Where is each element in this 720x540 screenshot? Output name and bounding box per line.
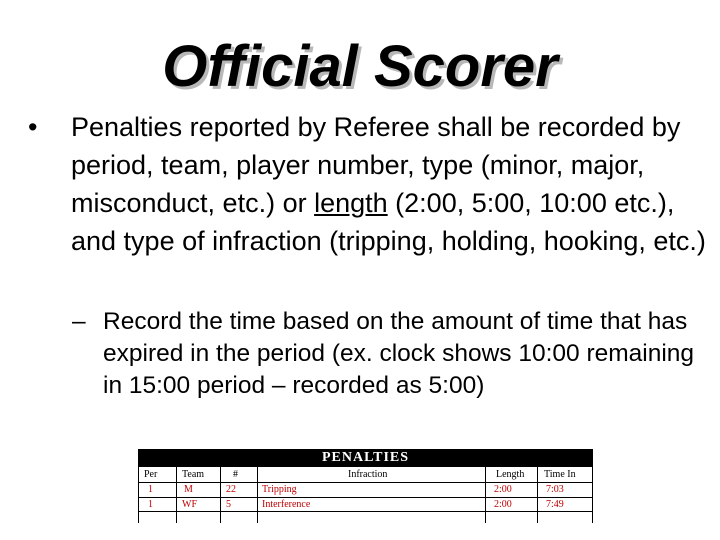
row1-length: 2:00 [494, 484, 512, 495]
col-header-time-in: Time In [544, 469, 576, 480]
sub-bullet-marker: – [72, 308, 86, 335]
table-rule-3 [138, 511, 593, 512]
sub-bullet-text: Record the time based on the amount of time that has expired in the period (ex. clock shows 10:00 remaining in 15:00 period – recorded as 5:00) [103, 308, 695, 399]
row1-period: 1 [148, 484, 153, 495]
bullet-text-after: (2:00, 5:00, 10:00 etc.), and type of infraction (tripping, holding, hooking, etc.) [71, 188, 706, 256]
col-header-number: # [233, 469, 238, 480]
table-col-divider-3 [257, 467, 258, 523]
sub-bullet [72, 306, 712, 402]
table-border-right [592, 467, 593, 523]
col-header-length: Length [496, 469, 525, 480]
table-border-left [138, 467, 139, 523]
bullet-text-before: Penalties reported by Referee shall be recorded by period, team, player number, type (minor, major, misconduct, etc.) or [71, 112, 681, 218]
table-rule-2 [138, 497, 593, 498]
row2-team: WF [182, 499, 197, 510]
table-col-divider-5 [537, 467, 538, 523]
table-rule-1 [138, 482, 593, 483]
penalties-table [138, 449, 593, 523]
row2-time-in: 7:49 [546, 499, 564, 510]
row1-team: M [184, 484, 193, 495]
table-col-divider-4 [485, 467, 486, 523]
bullet-text [71, 108, 708, 260]
penalties-table-title: PENALTIES [138, 449, 593, 467]
col-header-per: Per [144, 469, 158, 480]
row2-period: 1 [148, 499, 153, 510]
row1-infraction: Tripping [262, 484, 297, 495]
table-col-divider-1 [176, 467, 177, 523]
col-header-infraction: Infraction [348, 469, 388, 480]
row2-length: 2:00 [494, 499, 512, 510]
main-bullet [28, 108, 708, 260]
slide-title: Official Scorer [162, 34, 558, 99]
bullet-marker: • [28, 112, 38, 142]
row1-number: 22 [226, 484, 236, 495]
col-header-team: Team [182, 469, 205, 480]
row2-number: 5 [226, 499, 231, 510]
table-col-divider-2 [220, 467, 221, 523]
row1-time-in: 7:03 [546, 484, 564, 495]
bullet-underlined-word: length [314, 188, 388, 218]
row2-infraction: Interference [262, 499, 311, 510]
